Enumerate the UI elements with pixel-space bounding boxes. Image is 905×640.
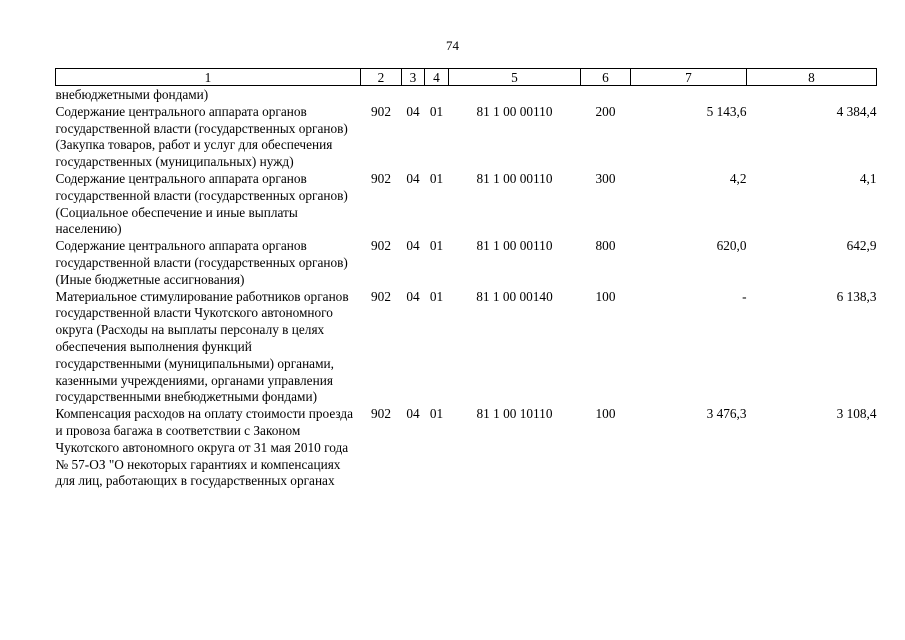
row-grbs: 902 — [371, 288, 391, 304]
row-sum1: 3 476,3 — [706, 406, 747, 422]
row-name: Содержание центрального аппарата органов государственной власти (государственных органов) (Иные бюджетные ассигнования) — [55, 238, 348, 287]
row-rz: 04 — [406, 170, 420, 186]
row-rz: 04 — [406, 238, 420, 254]
row-csr: 81 1 00 00140 — [476, 288, 553, 304]
column-number-header — [56, 69, 877, 86]
row-grbs: 902 — [371, 103, 391, 119]
row-rz: 04 — [406, 103, 420, 119]
row-name: Материальное стимулирование работников органов государственной власти Чукотского автономного округа (Расходы на выплаты персоналу в целях обеспечения выполнения функций государственными (муниципальными) органами, казенными учреждениями, органами управления государственными внебюджетными фондами) — [55, 288, 349, 405]
column-header: 7 — [631, 69, 747, 86]
row-rz: 04 — [406, 288, 420, 304]
row-name: Компенсация расходов на оплату стоимости проезда и провоза багажа в соответствии с Законом Чукотского автономного округа от 31 мая 2010 года № 57-ОЗ "О некоторых гарантиях и компенсациях для лиц, работающих в государственных органах — [55, 406, 354, 489]
row-sum1 — [631, 86, 747, 104]
column-header: 1 — [56, 69, 361, 86]
page-number: 74 — [446, 38, 459, 53]
row-sum2: 642,9 — [846, 238, 877, 254]
row-sum2 — [747, 86, 877, 104]
row-csr — [449, 86, 581, 104]
row-csr: 81 1 00 00110 — [476, 238, 553, 254]
budget-table — [55, 68, 877, 490]
column-header: 2 — [361, 69, 402, 86]
row-pr: 01 — [429, 288, 444, 304]
table-row — [56, 406, 877, 490]
row-name: Содержание центрального аппарата органов государственной власти (государственных органов) (Социальное обеспечение и иные выплаты населению) — [55, 170, 348, 237]
row-sum2: 3 108,4 — [836, 406, 877, 422]
table-row — [56, 104, 877, 171]
row-grbs — [361, 86, 402, 104]
row-vr: 800 — [595, 238, 616, 254]
table-row — [56, 289, 877, 407]
row-csr: 81 1 00 00110 — [476, 103, 553, 119]
row-vr: 100 — [595, 406, 616, 422]
table-row — [56, 171, 877, 238]
row-sum1: 620,0 — [716, 238, 747, 254]
row-sum2: 6 138,3 — [836, 288, 877, 304]
column-header: 4 — [425, 69, 449, 86]
row-sum2: 4,1 — [859, 170, 877, 186]
row-name: внебюджетными фондами) — [55, 87, 209, 102]
column-header: 6 — [581, 69, 631, 86]
row-csr: 81 1 00 00110 — [476, 170, 553, 186]
column-header: 3 — [402, 69, 425, 86]
row-pr: 01 — [429, 238, 444, 254]
row-sum1: 4,2 — [729, 170, 747, 186]
row-pr — [425, 86, 449, 104]
row-pr: 01 — [429, 406, 444, 422]
row-csr: 81 1 00 10110 — [476, 406, 553, 422]
row-sum2: 4 384,4 — [836, 103, 877, 119]
table-row — [56, 86, 877, 104]
row-sum1: - — [742, 288, 747, 304]
row-pr: 01 — [429, 170, 444, 186]
row-sum1: 5 143,6 — [706, 103, 747, 119]
row-vr: 100 — [595, 288, 616, 304]
column-header: 5 — [449, 69, 581, 86]
table-row — [56, 238, 877, 288]
row-rz: 04 — [406, 406, 420, 422]
row-name: Содержание центрального аппарата органов государственной власти (государственных органов) (Закупка товаров, работ и услуг для обеспечения государственных (муниципальных) нужд) — [55, 103, 348, 170]
column-header: 8 — [747, 69, 877, 86]
row-pr: 01 — [429, 103, 444, 119]
row-vr: 300 — [595, 170, 616, 186]
row-vr — [581, 86, 631, 104]
row-rz — [402, 86, 425, 104]
row-grbs: 902 — [371, 238, 391, 254]
row-grbs: 902 — [371, 170, 391, 186]
row-grbs: 902 — [371, 406, 391, 422]
row-vr: 200 — [595, 103, 616, 119]
